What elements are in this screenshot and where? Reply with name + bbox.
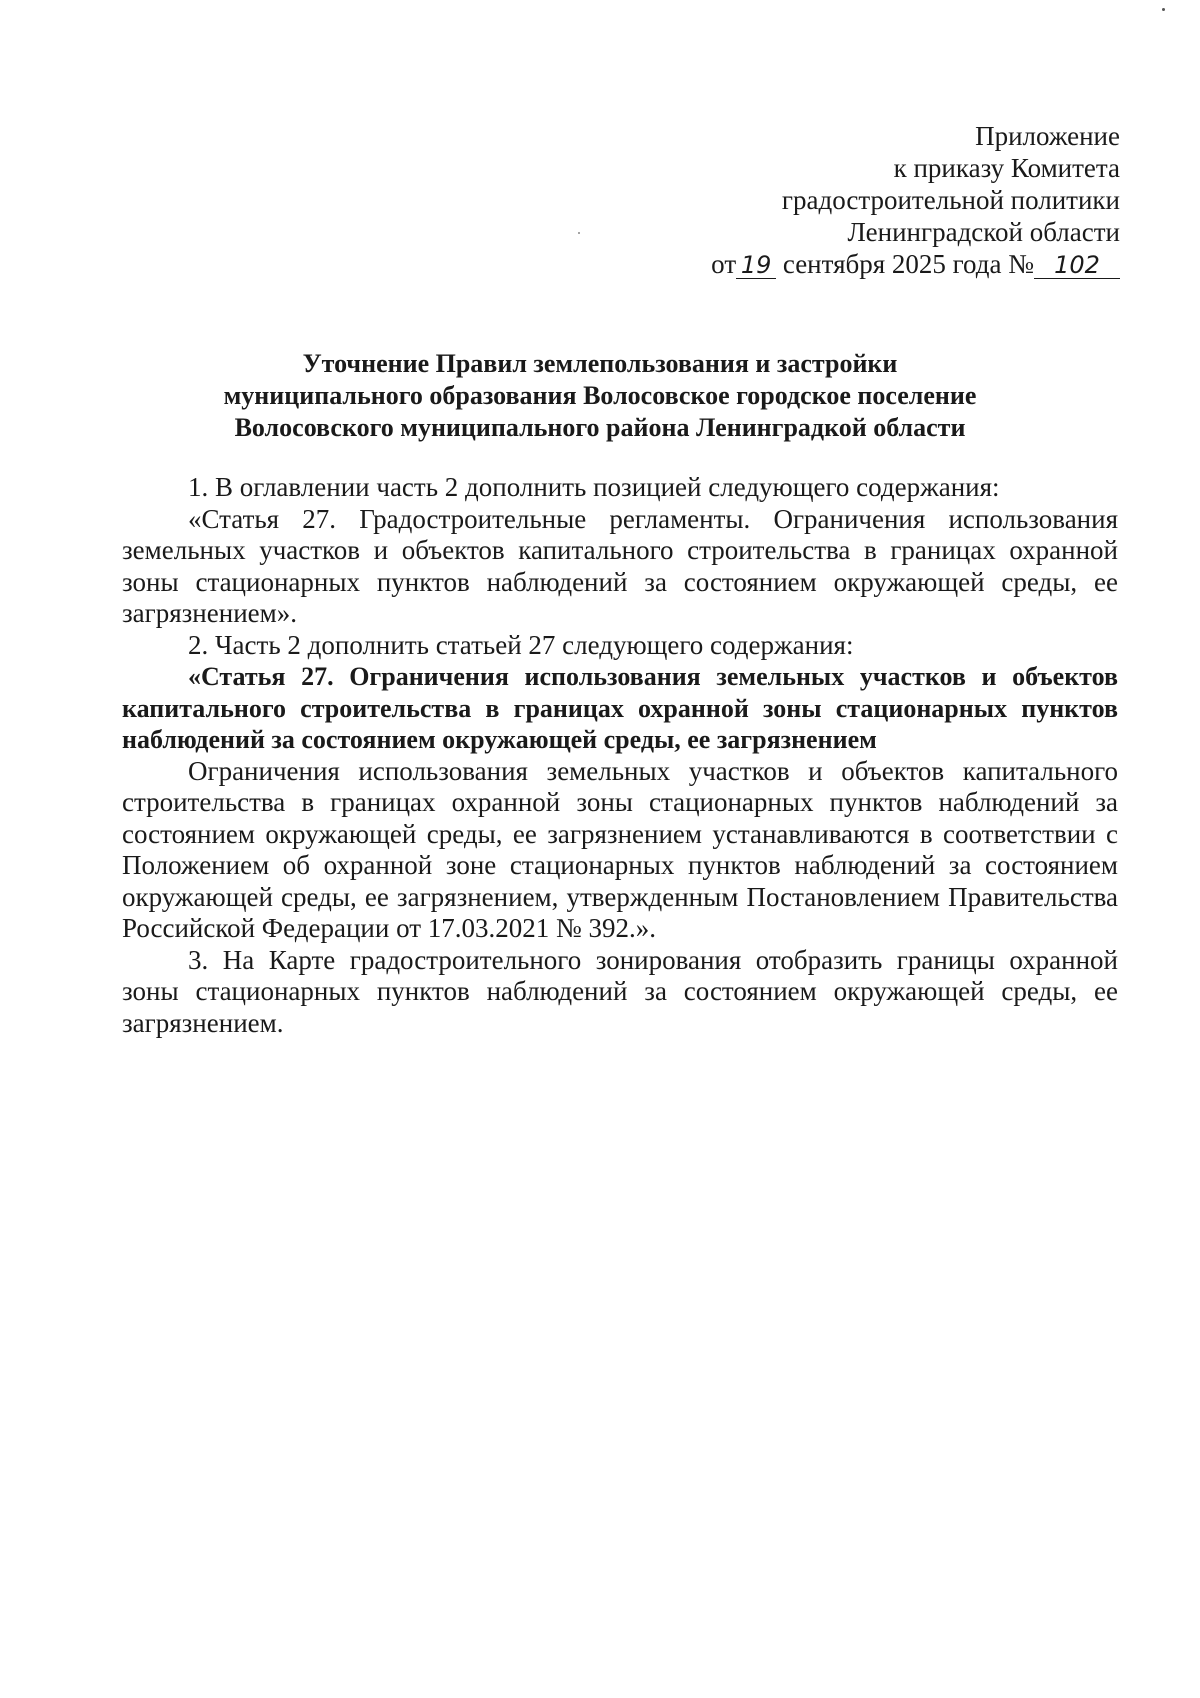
article-27-text: Ограничения использования земельных участков и объектов капитального строительства в границах охранной зоны стационарных пунктов наблюдений за состоянием окружающей среды, ее загрязнением устанавливаются в соответствии с Положением об охранной зоне стационарных пунктов наблюдений за состоянием окружающей среды, ее загрязнением, утвержденным Постановлением Правительства Российской Федерации от 17.03.2021 № 392.». — [122, 755, 1118, 943]
appendix-line: градостроительной политики — [781, 185, 1120, 215]
date-month-year: сентября 2025 года № — [782, 249, 1034, 279]
article-27-heading: «Статья 27. Ограничения использования земельных участков и объектов капитального строительства в границах охранной зоны стационарных пунктов наблюдений за состоянием окружающей среды, ее загрязнением — [122, 662, 1118, 754]
paragraph-item-3: 3. На Карте градостроительного зонирования отобразить границы охранной зоны стационарных пунктов наблюдений за состоянием окружающей среды, ее загрязнением. — [122, 944, 1118, 1038]
document-title — [120, 348, 1080, 444]
date-prefix: от — [711, 249, 737, 279]
paragraph-quote-toc: «Статья 27. Градостроительные регламенты. Ограничения использования земельных участков и объектов капитального строительства в границах охранной зоны стационарных пунктов наблюдений за состоянием окружающей среды, ее загрязнением». — [122, 503, 1118, 628]
title-line: Уточнение Правил землепользования и застройки — [302, 349, 898, 378]
handwritten-order-number: 102 — [1034, 252, 1120, 279]
paragraph-item-1: 1. В оглавлении часть 2 дополнить позицией следующего содержания: — [188, 472, 1000, 502]
handwritten-day: 19 — [736, 252, 776, 279]
appendix-header — [520, 120, 1120, 280]
paragraph-item-2: 2. Часть 2 дополнить статьей 27 следующего содержания: — [188, 629, 854, 660]
appendix-line: Ленинградской области — [847, 217, 1120, 247]
scan-speck — [1162, 8, 1165, 11]
title-line: Волосовского муниципального района Ленинградкой области — [234, 413, 966, 442]
appendix-line: Приложение — [975, 121, 1120, 151]
title-line: муниципального образования Волосовское городское поселение — [223, 381, 977, 410]
order-date-line — [520, 248, 1120, 280]
appendix-line: к приказу Комитета — [893, 153, 1120, 183]
document-body — [122, 472, 1118, 1039]
